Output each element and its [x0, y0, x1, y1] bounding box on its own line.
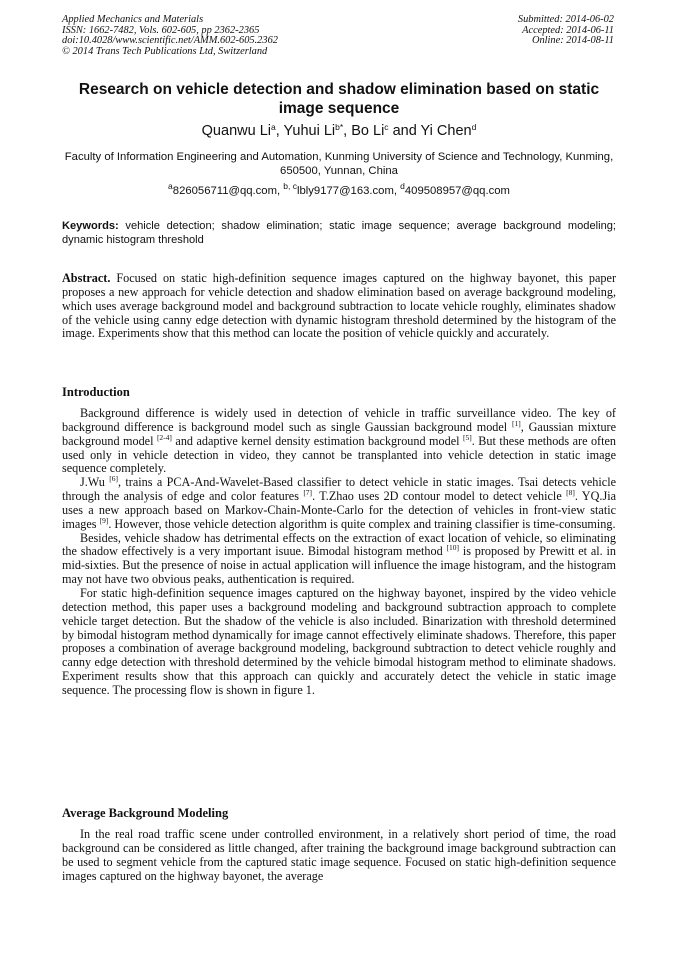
- text-run: Background difference is widely used in detection of vehicle in traffic surveillance video. The key of background difference is background model such as single Gaussian background model: [62, 406, 616, 434]
- citation-ref: [2-4]: [156, 432, 172, 442]
- text-run: , trains a PCA-And-Wavelet-Based classifier to detect vehicle in static images. Tsai detects vehicle through the analysis of edge and color features: [62, 475, 616, 504]
- text-run: . T.Zhao uses 2D contour model to detect vehicle: [312, 489, 567, 504]
- text-run: and adaptive kernel density estimation background model: [171, 433, 463, 448]
- citation-ref: [10]: [446, 543, 460, 553]
- journal-info: [62, 15, 278, 57]
- submitted-date: Submitted: 2014-06-02: [517, 14, 614, 25]
- paragraph: [62, 476, 616, 531]
- email-list: [62, 181, 616, 198]
- online-date: Online: 2014-08-11: [531, 35, 614, 47]
- email: $^d$409508957@qq.com: [400, 181, 510, 197]
- citation-ref: [5]: [462, 432, 472, 442]
- copyright-line: © 2014 Trans Tech Publications Ltd, Switzerland: [62, 45, 268, 57]
- text-run: For static high-definition sequence images captured on the highway bayonet, inspired by the video vehicle detection method, this paper uses a background modeling and background subtraction approach to complete vehicle target detection. But the shadow of the vehicle is also included. Binarization with threshold determined by bimodal histogram method dynamically for image cannot effectively eliminate shadows. Therefore, this paper proposes a combination of average background modeling, background subtraction to detect vehicle roughly and canny edge detection with threshold determined by the vehicle bimodal histogram method to eliminate shadows. Experiment results show that this approach can quickly and accurately detect the vehicle in static image sequence. The processing flow is shown in figure 1.: [62, 585, 616, 697]
- email: $^{b, c}$lbly9177@163.com,: [283, 181, 401, 197]
- citation-ref: [1]: [512, 418, 521, 428]
- paper-title: Research on vehicle detection and shadow elimination based on static image sequence: [78, 81, 600, 117]
- abstract: [62, 272, 616, 341]
- text-run: Besides, vehicle shadow has detrimental effects on the extraction of exact location of vehicle, so eliminating the shadow effectively is a very important isuue. Bimodal histogram method: [62, 530, 616, 559]
- citation-ref: [6]: [109, 474, 119, 484]
- author: Bo Li$^c$ and: [351, 122, 421, 139]
- citation-ref: [9]: [99, 515, 109, 525]
- accepted-date: Accepted: 2014-06-11: [522, 24, 614, 36]
- abstract-text: Focused on static high-definition sequence images captured on the highway bayonet, this paper proposes a new approach for vehicle detection and shadow elimination based on average background modeling, which uses average background model and background subtraction to locate vehicle roughly, eliminates shadow of the vehicle using canny edge detection with dynamic histogram threshold determined by the histogram of the image. Experiments show that this method can locate the position of vehicle quickly and accurately.: [62, 271, 616, 341]
- author: Yuhui $Li^{b*}$,: [283, 122, 352, 139]
- text-run: . YQ.Jia uses a new approach based on Markov-Chain-Monte-Carlo for the detection of vehicles in front-view static images: [62, 489, 616, 531]
- citation-ref: [7]: [303, 488, 313, 498]
- text-run: J.Wu: [80, 475, 110, 490]
- section-heading-background-modeling: Average Background Modeling: [62, 806, 229, 820]
- issn-line: ISSN: 1662-7482, Vols. 602-605, pp 2362-2365: [62, 24, 260, 36]
- abstract-label: Abstract.: [62, 271, 111, 285]
- text-run: . But these methods are often used only in vehicle detection in video, they cannot be transplanted into vehicle detection in static image sequence completely.: [62, 433, 616, 476]
- affiliation: Faculty of Information Engineering and Automation, Kunming University of Science and Technology, Kunming, 650500, Yunnan, China: [64, 151, 614, 178]
- paragraph: [62, 587, 616, 698]
- keywords-label: Keywords:: [62, 220, 119, 232]
- citation-ref: [8]: [566, 488, 575, 498]
- text-run: , Gaussian mixture background model: [62, 419, 616, 448]
- author: Yi Chen$^d$: [420, 122, 477, 139]
- email: $^a$826056711@qq.com,: [168, 181, 284, 197]
- author: Quanwu Li$^a$,: [201, 122, 284, 139]
- keywords: [62, 219, 616, 248]
- author-list: [62, 122, 616, 140]
- section-heading-introduction: Introduction: [62, 385, 130, 399]
- paragraph: [62, 407, 616, 476]
- keywords-text: vehicle detection; shadow elimination; static image sequence; average background modeling; dynamic histogram threshold: [62, 220, 616, 247]
- background-modeling-body: [62, 828, 616, 883]
- text-run: is proposed by Prewitt et al. in mid-sixties. But the presence of noise in actual application will influence the image histogram, and the histogram may not have two obvious peaks, authentication is required.: [62, 544, 617, 587]
- paragraph: In the real road traffic scene under controlled environment, in a relatively short period of time, the road background can be considered as little changed, after training the background image background subtraction can be used to segment vehicle from the captured static image sequence. Focused on static high-definition sequence images captured on the highway bayonet, the average: [62, 827, 616, 883]
- introduction-body: [62, 407, 616, 698]
- journal-name: Applied Mechanics and Materials: [62, 14, 204, 25]
- doi-line: doi:10.4028/www.scientific.net/AMM.602-605.2362: [62, 35, 278, 47]
- text-run: . However, those vehicle detection algorithm is quite complex and training classifier is time-consuming.: [108, 516, 616, 531]
- paragraph: [62, 532, 616, 587]
- date-info: [518, 15, 614, 47]
